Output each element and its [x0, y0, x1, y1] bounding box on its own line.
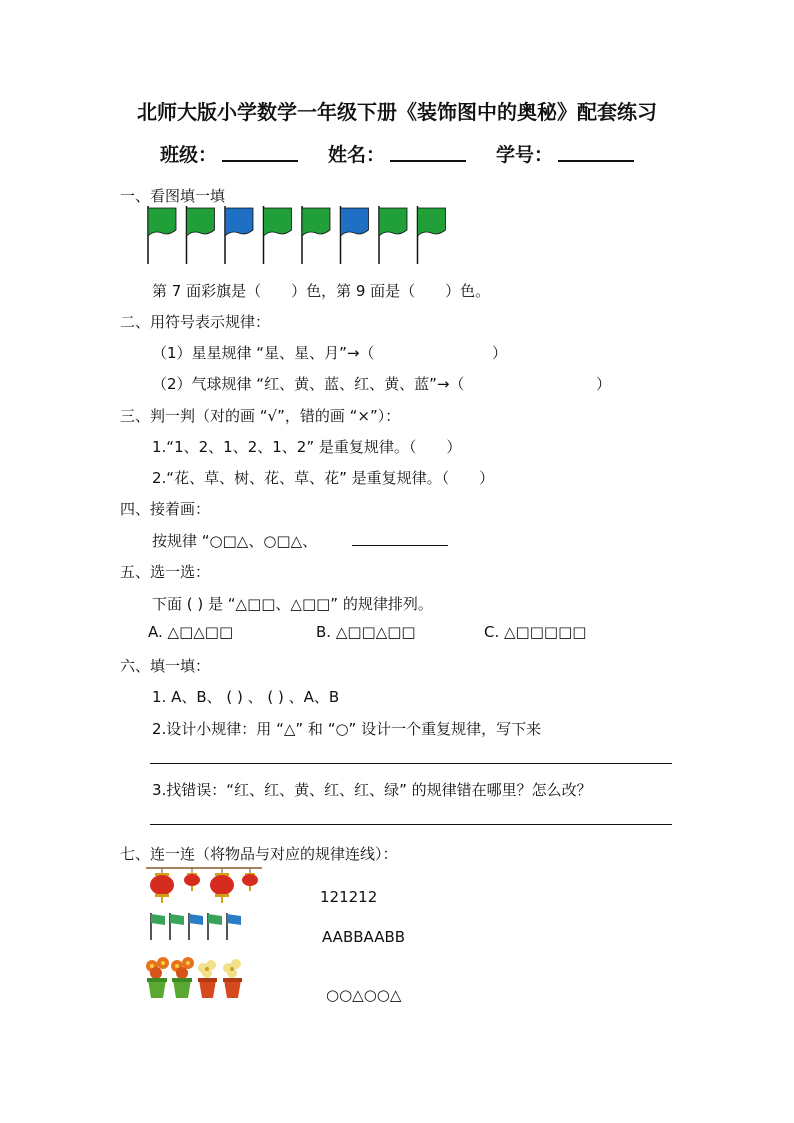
page-title: 北师大版小学数学一年级下册《装饰图中的奥秘》配套练习 [137, 100, 657, 124]
pattern-2: AABBAABB [322, 928, 406, 946]
section-5-question: 下面 ( ) 是 “△□□、△□□” 的规律排列。 [152, 595, 433, 613]
lantern-icon [150, 868, 174, 903]
section-1-heading: 一、看图填一填 [120, 187, 226, 205]
flag-icon [187, 206, 215, 264]
class-blank[interactable] [222, 160, 298, 162]
flag-icon [264, 206, 292, 264]
flags-row [140, 204, 460, 268]
flower-pot-icon [146, 957, 169, 998]
pattern-1: 121212 [320, 888, 378, 906]
section-1-question: 第 7 面彩旗是（ ）色，第 9 面是（ ）色。 [152, 282, 491, 300]
section-6-q2: 2.设计小规律：用 “△” 和 “○” 设计一个重复规律，写下来 [152, 720, 542, 738]
lantern-icon [242, 868, 258, 891]
section-6-q2-answer-line[interactable] [150, 763, 672, 764]
flag-icon [148, 206, 176, 264]
flower-pot-icon [223, 959, 242, 998]
flower-pot-icon [171, 957, 194, 998]
name-label: 姓名： [328, 144, 386, 166]
flower-pots-image [144, 956, 250, 1000]
lantern-icon [210, 868, 234, 903]
section-2-q1: （1）星星规律 “星、星、月”→（ [152, 344, 375, 362]
lantern-icon [184, 868, 200, 891]
section-2-q1-end: ） [492, 344, 508, 362]
section-5-option-b: B. △□□△□□ [316, 623, 416, 641]
name-blank[interactable] [390, 160, 466, 162]
flag-icon [189, 913, 203, 940]
flag-icon [302, 206, 330, 264]
section-3-q2: 2.“花、草、树、花、草、花” 是重复规律。（ ） [152, 469, 495, 487]
id-label: 学号： [496, 144, 554, 166]
flag-icon [208, 913, 222, 940]
section-5-option-a: A. △□△□□ [148, 623, 234, 641]
section-2-q2: （2）气球规律 “红、黄、蓝、红、黄、蓝”→（ [152, 375, 465, 393]
flag-icon [151, 913, 165, 940]
section-6-q3: 3.找错误：“红、红、黄、红、红、绿” 的规律错在哪里？怎么改？ [152, 781, 592, 799]
flag-icon [225, 206, 253, 264]
id-blank[interactable] [558, 160, 634, 162]
section-5-heading: 五、选一选： [120, 563, 211, 581]
section-3-q1: 1.“1、2、1、2、1、2” 是重复规律。（ ） [152, 438, 462, 456]
section-2-heading: 二、用符号表示规律： [120, 313, 271, 331]
section-7-heading: 七、连一连（将物品与对应的规律连线）： [120, 845, 398, 863]
flag-icon [418, 206, 446, 264]
section-4-heading: 四、接着画： [120, 500, 211, 518]
section-6-q3-answer-line[interactable] [150, 824, 672, 825]
class-label: 班级： [160, 144, 218, 166]
lanterns-image [146, 864, 262, 904]
section-6-q1: 1. A、B、 ( ) 、 ( ) 、A、B [152, 688, 340, 706]
flag-icon [170, 913, 184, 940]
section-3-heading: 三、判一判（对的画 “√”，错的画 “×”）： [120, 407, 401, 425]
section-5-option-c: C. △□□□□□ [484, 623, 587, 641]
section-4-answer-line[interactable] [352, 545, 448, 546]
section-2-q2-end: ） [596, 375, 612, 393]
flower-pot-icon [198, 960, 217, 998]
section-4-question: 按规律 “○□△、○□△、 [152, 532, 318, 550]
flag-icon [341, 206, 369, 264]
small-flags-image [146, 910, 246, 942]
flag-icon [227, 913, 241, 940]
section-6-heading: 六、填一填： [120, 657, 211, 675]
pattern-3: ○○△○○△ [326, 986, 402, 1004]
flag-icon [379, 206, 407, 264]
